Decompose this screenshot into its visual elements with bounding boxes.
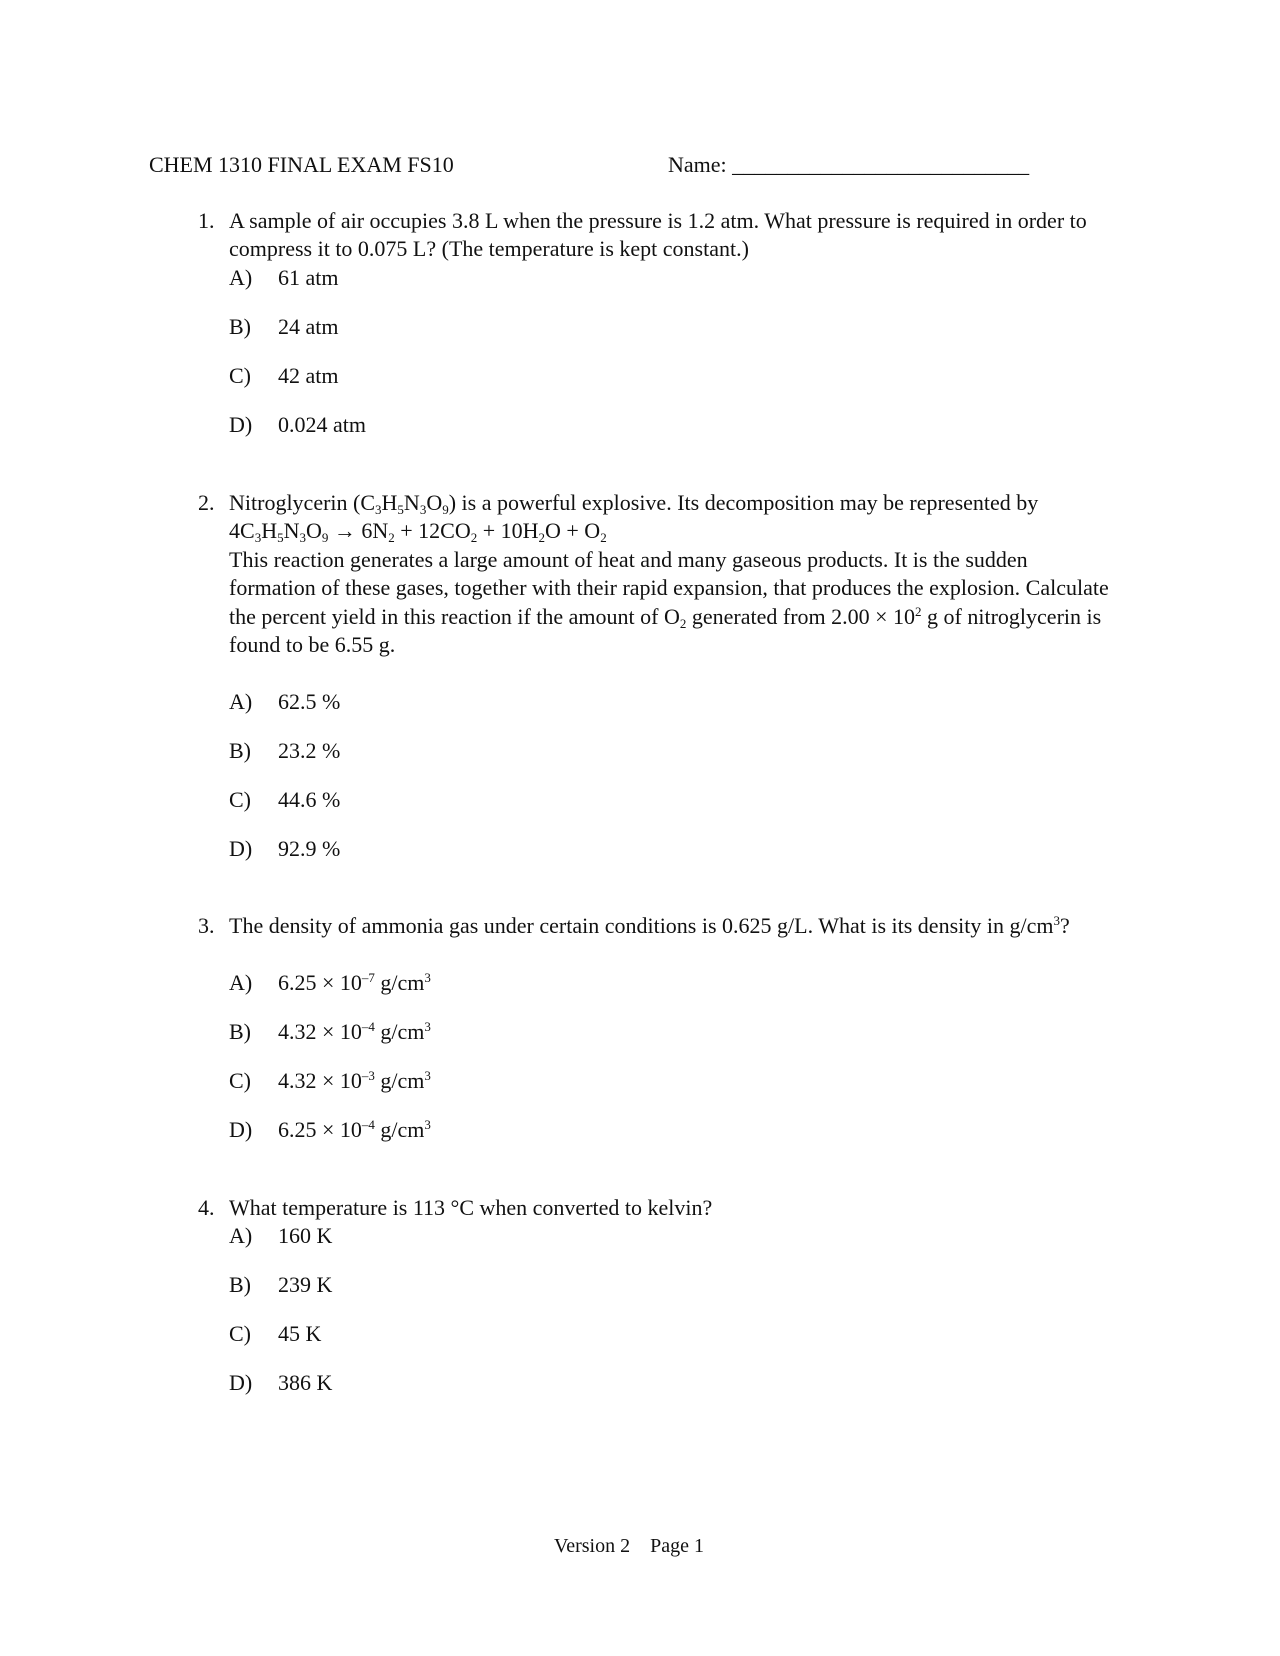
text-run: g/cm bbox=[374, 970, 425, 995]
text-run: g/cm bbox=[374, 1117, 425, 1142]
text-run: 2 bbox=[915, 603, 922, 619]
text-run: O bbox=[305, 518, 322, 544]
text-run: What temperature is 113 °C when converted to kelvin? bbox=[229, 1195, 713, 1220]
name-blank: ___________________________ bbox=[732, 152, 1030, 177]
text-run: 61 atm bbox=[278, 265, 339, 290]
text-run: 3 bbox=[299, 530, 306, 546]
text-run: 45 K bbox=[278, 1321, 322, 1346]
option-letter: C) bbox=[229, 363, 251, 388]
text-run: 386 K bbox=[278, 1370, 333, 1395]
option-text bbox=[278, 1068, 431, 1093]
option-letter: C) bbox=[229, 787, 251, 812]
text-run: 6.25 × 10 bbox=[278, 970, 362, 995]
text-run: 3 bbox=[424, 1019, 431, 1034]
text-run: g of nitroglycerin is found to be 6.55 g. bbox=[229, 603, 1102, 658]
question-text bbox=[229, 489, 1119, 659]
question-text bbox=[229, 207, 1119, 264]
answer-option bbox=[229, 786, 340, 814]
option-letter: A) bbox=[229, 1223, 253, 1248]
option-text bbox=[278, 787, 340, 812]
option-letter: D) bbox=[229, 412, 253, 437]
text-run: 160 K bbox=[278, 1223, 333, 1248]
text-run: 0.024 atm bbox=[278, 412, 366, 437]
text-run: A sample of air occupies 3.8 L when the pressure is 1.2 atm. What pressure is required in order to compress it to 0.075 L? (The temperature is kept constant.) bbox=[229, 208, 1087, 262]
text-run: ? bbox=[1059, 913, 1070, 938]
option-text bbox=[278, 1321, 321, 1346]
text-run: + 10H bbox=[477, 518, 539, 544]
text-run: 5 bbox=[277, 530, 284, 546]
text-run: g/cm bbox=[374, 1068, 425, 1093]
text-run: 23.2 % bbox=[278, 738, 341, 763]
text-run: 2 bbox=[538, 530, 546, 546]
text-run: H bbox=[261, 518, 278, 544]
page-number: Page 1 bbox=[650, 1535, 704, 1557]
text-run: 92.9 % bbox=[278, 836, 341, 861]
option-letter: A) bbox=[229, 970, 253, 995]
text-run: 3 bbox=[424, 970, 431, 985]
text-run: + 12CO bbox=[394, 518, 471, 544]
answer-option bbox=[229, 1271, 332, 1299]
answer-option bbox=[229, 1067, 431, 1095]
answer-option bbox=[229, 313, 339, 341]
option-letter: B) bbox=[229, 1272, 251, 1297]
answer-option bbox=[229, 688, 340, 716]
option-letter: D) bbox=[229, 1117, 253, 1142]
course-title: CHEM 1310 FINAL EXAM FS10 bbox=[149, 152, 454, 177]
option-letter: A) bbox=[229, 689, 253, 714]
text-run: 2 bbox=[679, 615, 687, 631]
option-letter: A) bbox=[229, 265, 253, 290]
version-label: Version 2 bbox=[554, 1535, 631, 1557]
option-text bbox=[278, 1019, 431, 1044]
option-text bbox=[278, 1370, 332, 1395]
text-run: 2 bbox=[600, 530, 607, 546]
option-text bbox=[278, 1117, 431, 1142]
option-text bbox=[278, 970, 431, 995]
answer-option bbox=[229, 1369, 332, 1397]
footer bbox=[554, 1532, 704, 1560]
name-field bbox=[668, 151, 1029, 179]
question-text bbox=[229, 912, 1119, 940]
answer-option bbox=[229, 969, 431, 997]
text-run: –3 bbox=[361, 1068, 375, 1083]
text-run: 9 bbox=[321, 530, 329, 546]
option-letter: C) bbox=[229, 1068, 251, 1093]
text-run: 3 bbox=[424, 1117, 431, 1132]
text-run: 2 bbox=[388, 530, 395, 546]
option-text bbox=[278, 363, 339, 388]
option-text bbox=[278, 689, 340, 714]
name-label: Name: bbox=[668, 152, 727, 177]
option-letter: B) bbox=[229, 314, 251, 339]
option-letter: B) bbox=[229, 1019, 251, 1044]
text-run: Nitroglycerin (C bbox=[229, 490, 376, 515]
answer-option bbox=[229, 1018, 431, 1046]
option-letter: B) bbox=[229, 738, 251, 763]
text-run: 3 bbox=[424, 1068, 431, 1083]
text-run: 24 atm bbox=[278, 314, 339, 339]
question-number: 1. bbox=[198, 208, 215, 233]
text-run: N bbox=[403, 490, 420, 515]
option-text bbox=[278, 1272, 332, 1297]
answer-option bbox=[229, 264, 339, 292]
option-text bbox=[278, 1223, 332, 1248]
option-letter: D) bbox=[229, 836, 253, 861]
answer-option bbox=[229, 1116, 431, 1144]
answer-option bbox=[229, 362, 339, 390]
text-run: generated from 2.00 × 10 bbox=[686, 603, 916, 629]
text-run: 9 bbox=[442, 502, 449, 517]
text-run: 42 atm bbox=[278, 363, 339, 388]
text-run: –4 bbox=[361, 1019, 375, 1034]
option-text bbox=[278, 265, 339, 290]
question-number: 3. bbox=[198, 913, 215, 938]
answer-option bbox=[229, 1320, 321, 1348]
question-number: 2. bbox=[198, 490, 215, 515]
text-run: This reaction generates a large amount of heat and many gaseous products. It is the sudden formation of these gases, together with their rapid expansion, that produces the explosion. Calculate the percent yield in this reaction if the amount of O bbox=[229, 546, 1109, 629]
option-text bbox=[278, 412, 366, 437]
text-run: O + O bbox=[545, 518, 601, 544]
text-run: g/cm bbox=[374, 1019, 425, 1044]
text-run: 2 bbox=[470, 530, 478, 546]
text-run: –7 bbox=[361, 970, 375, 985]
option-text bbox=[278, 738, 340, 763]
text-run: 3 bbox=[419, 502, 427, 517]
text-run: H bbox=[381, 490, 398, 515]
question-text bbox=[229, 1194, 1119, 1222]
text-run: 4.32 × 10 bbox=[278, 1068, 362, 1093]
text-run: 44.6 % bbox=[278, 787, 341, 812]
text-run: 6.25 × 10 bbox=[278, 1117, 362, 1142]
answer-option bbox=[229, 737, 340, 765]
answer-option bbox=[229, 411, 366, 439]
option-text bbox=[278, 314, 339, 339]
option-text bbox=[278, 836, 340, 861]
text-run: 4C bbox=[229, 518, 255, 544]
text-run: 3 bbox=[375, 502, 382, 517]
text-run: 4.32 × 10 bbox=[278, 1019, 362, 1044]
text-run: The density of ammonia gas under certain conditions is 0.625 g/L. What is its density in g/cm bbox=[229, 913, 1054, 938]
text-run: 62.5 % bbox=[278, 689, 341, 714]
answer-option bbox=[229, 1222, 332, 1250]
text-run: –4 bbox=[361, 1117, 375, 1132]
text-run: 3 bbox=[254, 530, 262, 546]
question-number: 4. bbox=[198, 1195, 215, 1220]
text-run: 5 bbox=[397, 502, 404, 517]
text-run: ) is a powerful explosive. Its decomposition may be represented by bbox=[448, 490, 1039, 515]
text-run: 239 K bbox=[278, 1272, 333, 1297]
option-letter: C) bbox=[229, 1321, 251, 1346]
answer-option bbox=[229, 835, 340, 863]
text-run: N bbox=[283, 518, 300, 544]
option-letter: D) bbox=[229, 1370, 253, 1395]
text-run: 3 bbox=[1053, 913, 1060, 928]
text-run: → 6N bbox=[328, 518, 389, 544]
text-run: O bbox=[426, 490, 443, 515]
